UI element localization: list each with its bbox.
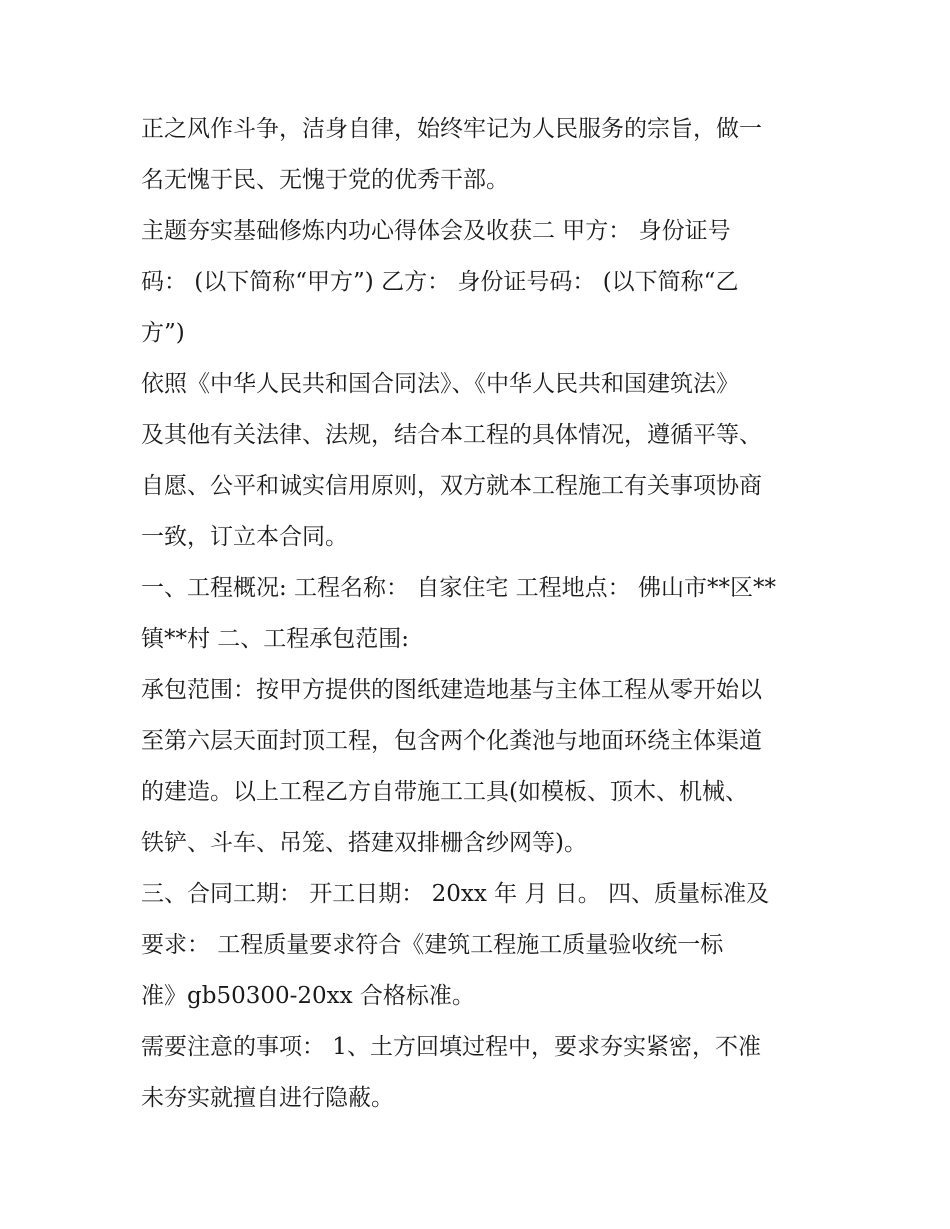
text-line: 码： (以下简称“甲方”) 乙方： 身份证号码： (以下简称“乙 [141, 269, 739, 295]
paragraph-parties [141, 206, 816, 359]
text-line: 及其他有关法律、法规，结合本工程的具体情况，遵循平等、 [141, 422, 762, 448]
paragraph-integrity [141, 104, 816, 206]
text-line: 一致，订立本合同。 [141, 524, 348, 550]
text-line: 承包范围：按甲方提供的图纸建造地基与主体工程从零开始以 [141, 677, 762, 703]
text-line: 名无愧于民、无愧于党的优秀干部。 [141, 167, 509, 193]
text-line: 主题夯实基础修炼内功心得体会及收获二 甲方： 身份证号 [141, 218, 731, 244]
paragraph-schedule-quality [141, 869, 816, 1022]
text-line: 依照《中华人民共和国合同法》、《中华人民共和国建筑法》 [141, 371, 739, 397]
text-line: 三、合同工期： 开工日期： 20xx 年 月 日。 四、质量标准及 [141, 881, 770, 907]
text-line: 需要注意的事项： 1、土方回填过程中，要求夯实紧密，不准 [141, 1034, 761, 1060]
paragraph-contract-scope [141, 665, 816, 869]
text-line: 铁铲、斗车、吊笼、搭建双排栅含纱网等)。 [141, 830, 587, 856]
text-line: 准》gb50300-20xx 合格标准。 [141, 983, 475, 1009]
paragraph-notes [141, 1022, 816, 1124]
paragraph-project-overview [141, 563, 816, 665]
text-line: 未夯实就擅自进行隐蔽。 [141, 1085, 394, 1111]
text-line: 自愿、公平和诚实信用原则，双方就本工程施工有关事项协商 [141, 473, 762, 499]
text-line: 至第六层天面封顶工程，包含两个化粪池与地面环绕主体渠道 [141, 728, 762, 754]
text-line: 的建造。以上工程乙方自带施工工具(如模板、顶木、机械、 [141, 779, 748, 805]
text-line: 一、工程概况: 工程名称： 自家住宅 工程地点： 佛山市**区** [141, 575, 776, 601]
text-line: 正之风作斗争，洁身自律，始终牢记为人民服务的宗旨，做一 [141, 116, 762, 142]
paragraph-legal-basis [141, 359, 816, 563]
text-line: 方”) [141, 320, 185, 346]
document-body [141, 104, 816, 1124]
text-line: 要求： 工程质量要求符合《建筑工程施工质量验收统一标 [141, 932, 724, 958]
text-line: 镇**村 二、工程承包范围: [141, 626, 410, 652]
